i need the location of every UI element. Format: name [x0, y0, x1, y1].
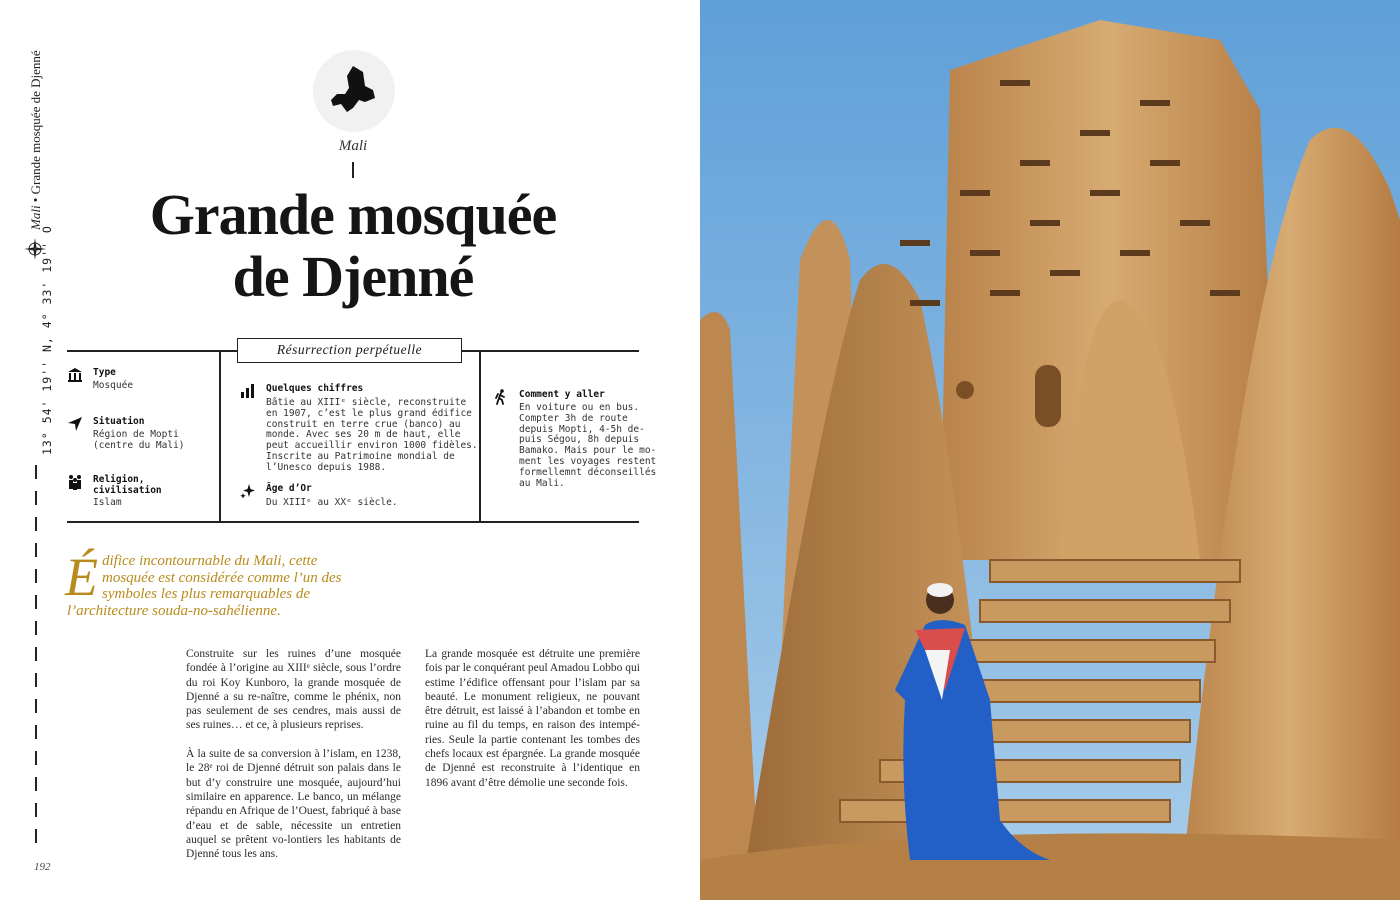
- country-label: Mali: [338, 138, 368, 154]
- info-age: [240, 483, 475, 513]
- info-age-label: Âge d’Or: [266, 483, 312, 494]
- divider-tick: [352, 162, 354, 178]
- info-type-label: Type: [93, 367, 116, 378]
- info-situation-value: Région de Mopti (centre du Mali): [93, 429, 185, 451]
- running-header-country: Mali: [28, 205, 43, 230]
- drop-cap: É: [65, 547, 98, 607]
- body-paragraph: La grande mosquée est détruite une première fois par le conquérant peul Amadou Lobbo qui estime l’édifice offensant pour l’islam par sa beauté. Le monument religieux, ne pouvant être détruit, est laissé à l’abandon et tombe en ruine au fil du temps, en raison des intempé-ries. Seule la partie contenant les tombes des chefs locaux est épargnée. La grande mosquée de Djenné est reconstruite à l’identique en 1896 avant d’être démolie une seconde fois.: [425, 648, 640, 789]
- info-religion-label-line-1: Religion,: [93, 474, 145, 485]
- info-religion-label-line-2: civilisation: [93, 485, 162, 496]
- mali-map-icon: [329, 64, 379, 116]
- info-acces-value: En voiture ou en bus. Compter 3h de route depuis Mopti, 4-5h de- puis Ségou, 8h depuis Bamako. Mais pour le mo- ment les voyages restent formellemnt déconseillés au Mali.: [519, 402, 657, 489]
- hiker-icon: [493, 389, 509, 405]
- page-number: 192: [34, 861, 51, 873]
- body-paragraph: À la suite de sa conversion à l’islam, en 1238, le 28ᵉ roi de Djenné détruit son palais dans le but d’y construire une mosquée, aujourd’hui similaire en apparence. Le banco, un mélange répandu en Afrique de l’Ouest, fabriqué à base d’eau et de sable, nécessite un entretien auquel se prêtent vo-lontiers les habitants de Djenné tous les ans.: [186, 748, 401, 861]
- info-acces-label: Comment y aller: [519, 389, 605, 400]
- title-line-1: Grande mosquée: [149, 182, 557, 247]
- page-title: [100, 184, 606, 308]
- running-header-title: Grande mosquée de Djenné: [28, 50, 43, 195]
- running-header-separator: •: [28, 194, 43, 206]
- info-type: [67, 367, 217, 407]
- lead-paragraph: [65, 547, 359, 619]
- body-column-2: [425, 647, 640, 804]
- body-column-1: [186, 647, 401, 876]
- temple-icon: [67, 367, 83, 383]
- info-box-bottom-rule: [67, 521, 639, 523]
- info-religion-value: Islam: [93, 497, 122, 508]
- location-arrow-icon: [67, 416, 83, 432]
- info-box-separator: [479, 350, 481, 521]
- country-map: [313, 50, 395, 132]
- info-chiffres: [240, 383, 478, 473]
- lead-text: difice incontournable du Mali, cette mosquée est considérée comme l’un des symboles les plus remarquables de l’architecture souda-no-sahélienne.: [67, 553, 342, 619]
- info-acces: [493, 389, 657, 489]
- mosque-photo-illustration: [700, 0, 1400, 900]
- info-age-value: Du XIIIᵉ au XXᵉ siècle.: [266, 497, 398, 508]
- coordinates: 13° 54' 19'' N, 4° 33' 19'' O: [40, 225, 54, 455]
- info-situation-label: Situation: [93, 416, 145, 427]
- people-icon: [67, 474, 83, 490]
- subtitle: Résurrection perpétuelle: [237, 338, 462, 363]
- info-religion: [67, 474, 217, 514]
- info-situation: [67, 416, 217, 456]
- info-type-value: Mosquée: [93, 380, 134, 391]
- sparkle-icon: [240, 483, 256, 499]
- mosque-photo: [700, 0, 1400, 900]
- info-box-separator: [219, 350, 221, 521]
- info-religion-label: [93, 474, 162, 496]
- info-chiffres-value: Bâtie au XIIIᵉ siècle, reconstruite en 1907, c’est le plus grand édifice construit en terre crue (banco) au monde. Avec ses 20 m de haut, elle peut accueillir environ 1000 fidèles. Inscrite au Patrimoine mondial de l’Unesco depuis 1988.: [266, 397, 478, 473]
- info-chiffres-label: Quelques chiffres: [266, 383, 364, 394]
- title-line-2: de Djenné: [232, 244, 474, 309]
- dashed-divider: [35, 465, 37, 845]
- body-paragraph: Construite sur les ruines d’une mosquée fondée à l’origine au XIIIᵉ siècle, sous l’ordre du roi Koy Kunboro, la grande mosquée de Djenné a su re-naître, comme le phénix, non pas seulement de ses cendres, mais aussi de ses ruines… et ce, à plusieurs reprises.: [186, 648, 401, 732]
- bar-chart-icon: [240, 383, 256, 399]
